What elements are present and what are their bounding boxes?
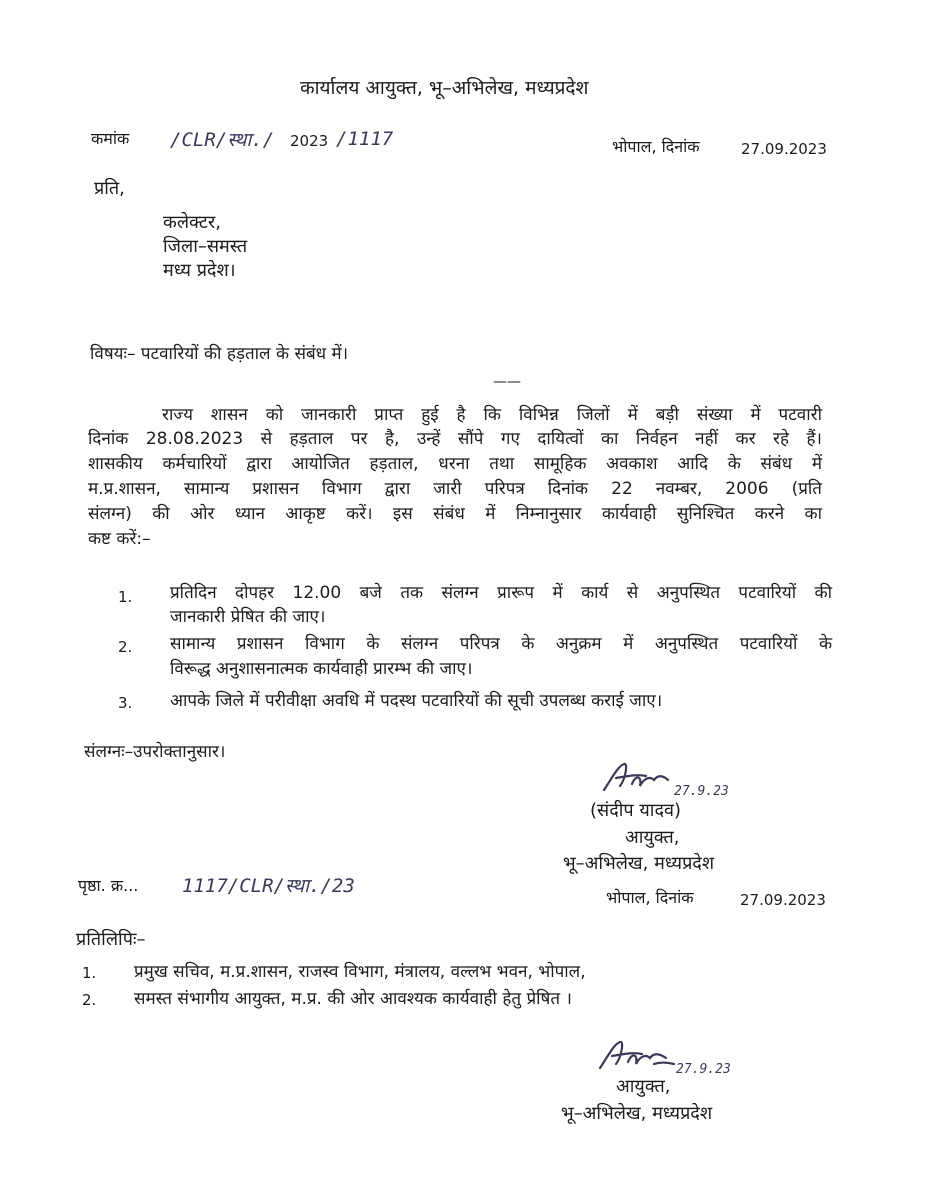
subject: विषयः– पटवारियों की हड़ताल के संबंध में। — [90, 344, 349, 364]
ref-year: 2023 — [290, 132, 329, 150]
address-line-2: जिला–समस्त — [163, 236, 248, 257]
ref-place-date-label: भोपाल, दिनांक — [612, 137, 700, 156]
copy-item-2-number: 2. — [82, 991, 97, 1009]
enclosure: संलग्नः–उपरोक्तानुसार। — [84, 742, 226, 762]
body-line-1: राज्य शासन को जानकारी प्राप्त हुई है कि विभिन्न जिलों में बड़ी संख्या में पटवारी — [162, 405, 822, 425]
body-line-6: कष्ट करें:– — [88, 529, 151, 549]
ref-date: 27.09.2023 — [741, 140, 827, 158]
point-2-line-2: विरूद्ध अनुशासनात्मक कार्यवाही प्रारम्भ की जाए। — [170, 659, 473, 679]
signature-1-scribble — [598, 756, 678, 800]
point-1-line-2: जानकारी प्रेषित की जाए। — [170, 607, 326, 627]
subject-divider: —— — [493, 374, 521, 390]
signature-1-date-typed: 27.09.2023 — [740, 891, 826, 909]
address-line-1: कलेक्टर, — [163, 212, 221, 233]
point-1-number: 1. — [118, 588, 133, 606]
address-line-3: मध्य प्रदेश। — [163, 260, 236, 281]
copy-item-2-text: समस्त संभागीय आयुक्त, म.प्र. की ओर आवश्यक कार्यवाही हेतु प्रेषित । — [134, 989, 572, 1009]
body-line-2: दिनांक 28.08.2023 से हड़ताल पर है, उन्हें सौंपे गए दायित्वों का निर्वहन नहीं कर रहे हैं। — [88, 429, 822, 449]
endorsement-handwritten: 1117/CLR/स्था./23 — [182, 875, 355, 897]
signature-1-date: 27.9.23 — [674, 784, 729, 799]
point-3-number: 3. — [118, 694, 133, 712]
point-1-line-1: प्रतिदिन दोपहर 12.00 बजे तक संलग्न प्रारूप में कार्य से अनुपस्थित पटवारियों की — [170, 583, 832, 603]
signature-2-office: भू–अभिलेख, मध्यप्रदेश — [561, 1103, 713, 1124]
signature-1-designation: आयुक्त, — [625, 827, 680, 848]
address-to: प्रति, — [94, 178, 125, 199]
body-line-3: शासकीय कर्मचारियों द्वारा आयोजित हड़ताल, धरना तथा सामूहिक अवकाश आदि के संबंध में — [88, 454, 822, 474]
office-header: कार्यालय आयुक्त, भू–अभिलेख, मध्यप्रदेश — [300, 77, 589, 99]
body-line-5: संलग्न) की ओर ध्यान आकृष्ट करें। इस संबंध में निम्नानुसार कार्यवाही सुनिश्चित करने का — [88, 504, 822, 524]
signature-1-name: (संदीप यादव) — [590, 800, 682, 821]
ref-handwritten-number: /1117 — [336, 128, 394, 150]
point-2-line-1: सामान्य प्रशासन विभाग के संलग्न परिपत्र के अनुक्रम में अनुपस्थित पटवारियों के — [170, 634, 832, 654]
ref-handwritten-prefix: /CLR/स्था./ — [170, 129, 275, 151]
endorsement-label: पृष्ठा. क्र... — [78, 876, 139, 895]
signature-2-designation: आयुक्त, — [616, 1076, 671, 1097]
point-2-number: 2. — [118, 638, 133, 656]
signature-2-date: 27.9.23 — [676, 1062, 731, 1077]
ref-label: कमांक — [91, 129, 130, 148]
signature-1-office: भू–अभिलेख, मध्यप्रदेश — [563, 853, 715, 874]
copy-item-1-number: 1. — [82, 964, 97, 982]
body-line-4: म.प्र.शासन, सामान्य प्रशासन विभाग द्वारा जारी परिपत्र दिनांक 22 नवम्बर, 2006 (प्रति — [88, 479, 822, 499]
point-3-line-1: आपके जिले में परीवीक्षा अवधि में पदस्थ पटवारियों की सूची उपलब्ध कराई जाए। — [170, 691, 663, 711]
copy-item-1-text: प्रमुख सचिव, म.प्र.शासन, राजस्व विभाग, मंत्रालय, वल्लभ भवन, भोपाल, — [134, 962, 586, 982]
copy-label: प्रतिलिपिः– — [76, 929, 146, 950]
signature-1-place-date-label: भोपाल, दिनांक — [606, 888, 694, 907]
signature-2-scribble — [594, 1034, 680, 1078]
